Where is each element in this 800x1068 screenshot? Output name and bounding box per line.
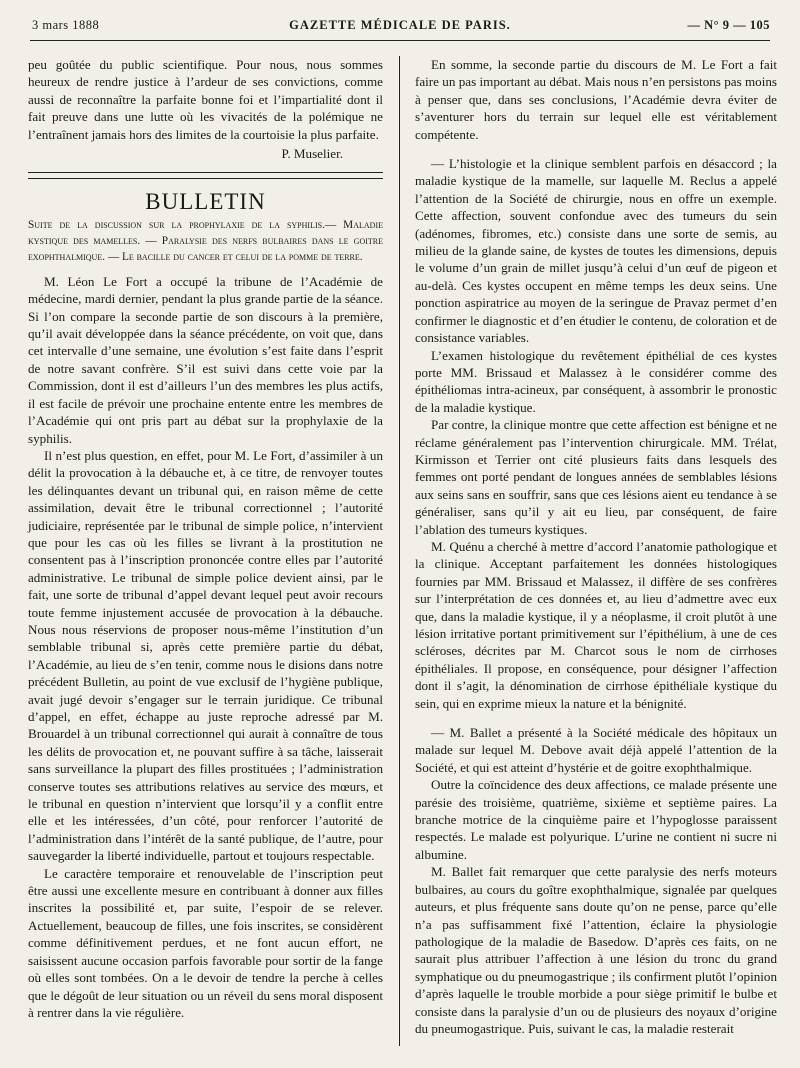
spacer — [415, 143, 777, 155]
paragraph: M. Léon Le Fort a occupé la tribune de l’Académie de médecine, mardi dernier, pendant la plus grande partie de la séance. Si l’on compare la seconde partie de son discours à la première, qu’il avait développée dans la séance précédente, on voit que, dans cet intervalle d’une semaine, une évolution s’est faite dans l’esprit de notre savant confrère. S’il est suivi dans cette voie par la Commission, dont il est d’ailleurs l’un des membres les plus actifs, il est facile de prévoir une prochaine entente entre les membres de l’Académie qui ont pris part au débat sur la prophylaxie de la syphilis. — [28, 273, 383, 446]
paragraph: Outre la coïncidence des deux affections, ce malade présente une parésie des troisième, quatrième, sixième et septième paires. La branche motrice de la cinquième paire et l’hypoglosse paraissent respectés. Le malade est polyurique. L’urine ne contient ni sucre ni albumine. — [415, 777, 777, 862]
paragraph: En somme, la seconde partie du discours de M. Le Fort a fait faire un pas important au débat. Mais nous n’en persistons pas moins à penser que, dans ses conclusions, l’Académie devra éviter de s’aventurer hors du terrain sur lequel elle est véritablement compétente. — [415, 57, 777, 142]
spacer — [415, 712, 777, 724]
paragraph: Il n’est plus question, en effet, pour M. Le Fort, d’assimiler à un délit la provocation à la débauche et, à ce titre, de renvoyer toutes les délinquantes devant un tribunal qui, en raison même de cette assimilation, devait être le tribunal correctionnel ; l’autorité judiciaire, représentée par le tribunal de simple police, n’intervient que pour les cas où les filles se livrant à la prostitution ne consentent pas à l’inscription prononcée contre elles par l’autorité administrative. Le tribunal de simple police devient ainsi, par le fait, une sorte de tribunal d’appel devant lequel peut avoir recours toute femme injustement accusée de provocation à la débauche. Nous nous réservions de proposer nous-même l’institution d’un semblable tribunal si, après cette première partie du débat, l’Académie, au lieu de s’en tenir, comme nous le disions dans notre précédent Bulletin, au point de vue exclusif de l’hygiène publique, avait jugé devoir s’engager sur le terrain juridique. Ce tribunal d’appel, en effet, échappe au juste reproche adressé par M. Brouardel à un tribunal correctionnel qui aurait à connaître de tous les délits de provocation et, ne pouvant suffire à sa tâche, laisserait sans surveillance la plupart des filles prostituées ; l’administration conserve toutes ses attributions relatives au service des mœurs, et le tribunal en question n’intervient que lorsqu’il y a conflit entre elle et les intéressées, d’un côté, pour renforcer l’autorité de l’administration dans l’intérêt de la santé publique, de l’autre, pour sauvegarder la liberté individuelle, partout et toujours respectable. — [28, 447, 383, 864]
right-column — [415, 56, 777, 1037]
section-divider — [28, 172, 383, 179]
bulletin-summary: Suite de la discussion sur la prophylaxie de la syphilis.— Maladie kystique des mamelles. — Paralysie des nerfs bulbaires dans le goitre exophthalmique. — Le bacille du cancer et celui de la pomme de terre. — [28, 218, 383, 263]
section-heading: BULLETIN — [145, 189, 266, 215]
issue-date: 3 mars 1888 — [32, 18, 100, 32]
journal-title: GAZETTE MÉDICALE DE PARIS. — [289, 18, 511, 32]
column-divider — [399, 56, 400, 1046]
paragraph: — L’histologie et la clinique semblent parfois en désaccord ; la maladie kystique de la mamelle, sur laquelle M. Reclus a appelé l’attention de la Société de chirurgie, nous en offre un exemple. Cette affection, souvent confondue avec des tumeurs du sein (adénomes, fibromes, etc.) consiste dans une sorte de semis, au milieu de la glande saine, de kystes de toutes les dimensions, depuis le volume d’un grain de millet jusqu’à celui d’un œuf de pigeon et au-delà. Ces kystes occupent en même temps les deux seins. Une ponction aspiratrice au moyen de la seringue de Pravaz permet d’en confirmer le diagnostic et d’en étudier le contenu, de coloration et de consistance variables. — [415, 156, 777, 346]
paragraph: Le caractère temporaire et renouvelable de l’inscription peut être aussi une excellente mesure en contribuant à donner aux filles inscrites la possibilité et, par suite, l’espoir de se relever. Actuellement, beaucoup de filles, une fois inscrites, se considèrent comme définitivement perdues, et ne font aucun effort, ne saisissent aucune occasion parfois favorable pour sortir de la fange où elles sont tombées. On a le devoir de tendre la perche à celles que le dégoût de leur situation ou un réveil du sens moral disposent à rentrer dans la vie régulière. — [28, 865, 383, 1020]
paragraph: Par contre, la clinique montre que cette affection est bénigne et ne réclame généralement pas l’intervention chirurgicale. MM. Trélat, Kirmisson et Terrier ont cité plusieurs faits dans lesquels des femmes ont porté pendant de longues années de semblables lésions aux seins sans en souffrir, sans que ces lésions aient eu tendance à se généraliser, sans qu’il y ait eu lieu, par conséquent, de faire l’ablation des tumeurs kystiques. — [415, 417, 777, 537]
paragraph: M. Ballet fait remarquer que cette paralysie des nerfs moteurs bulbaires, au cours du goître exophthalmique, signalée par quelques auteurs, et plus fréquente sans doute qu’on ne pense, parce qu’elle n’a pas suffisamment fixé l’attention, éclaire la physiologie pathologique de la maladie de Basedow. D’après ces faits, on ne saurait plus attribuer l’affection à une lésion du tronc du grand symphatique ou du pneumogastrique ; ils confirment plutôt l’opinion d’après laquelle le trouble morbide a pour siège primitif le bulbe et consiste dans la paralysie d’un ou de plusieurs des noyaux d’origine du pneumogastrique. Puis, suivant le cas, la maladie resterait — [415, 864, 777, 1036]
paragraph: L’examen histologique du revêtement épithélial de ces kystes porte MM. Brissaud et Malassez à le considérer comme des épithéliomas intra-acineux, par conséquent, à assombrir le pronostic de la maladie kystique. — [415, 347, 777, 415]
previous-article-ending: peu goûtée du public scientifique. Pour nous, nous sommes heureux de rendre justice à l’ardeur de ses convictions, comme aussi de reconnaître la parfaite bonne foi et l’impartialité dont il fait preuve dans une lutte où les vivacités de la polémique ne l’entraînent jamais hors des limites de la courtoisie la plus parfaite. — [28, 57, 383, 142]
issue-page-number: — N° 9 — 105 — [687, 18, 770, 32]
author-signature: P. Muselier. — [281, 146, 343, 162]
paragraph: M. Quénu a cherché à mettre d’accord l’anatomie pathologique et la clinique. Acceptant parfaitement les données histologiques fournies par MM. Brissaud et Malassez, il diffère de ses confrères sur l’interprétation de ces données et, au lieu d’admettre avec eux que, dans la maladie kystique, il y a néoplasme, il croit plutôt à une lésion irritative portant primitivement sur l’épithélium, à une de ces scléroses, décrites par M. Charcot sous le nom de cirrhoses épithéliales. Il propose, en conséquence, pour désigner l’affection dont il s’agit, la dénomination de cirrhose épithéliale kystique du sein, qui en exprime mieux la nature et la bénignité. — [415, 538, 777, 711]
page-header — [30, 14, 770, 41]
paragraph: — M. Ballet a présenté à la Société médicale des hôpitaux un malade sur lequel M. Debove avait déjà appelé l’attention de la Société, et qui est atteint d’hystérie et de goitre exophthalmique. — [415, 725, 777, 775]
left-column — [28, 56, 383, 1021]
